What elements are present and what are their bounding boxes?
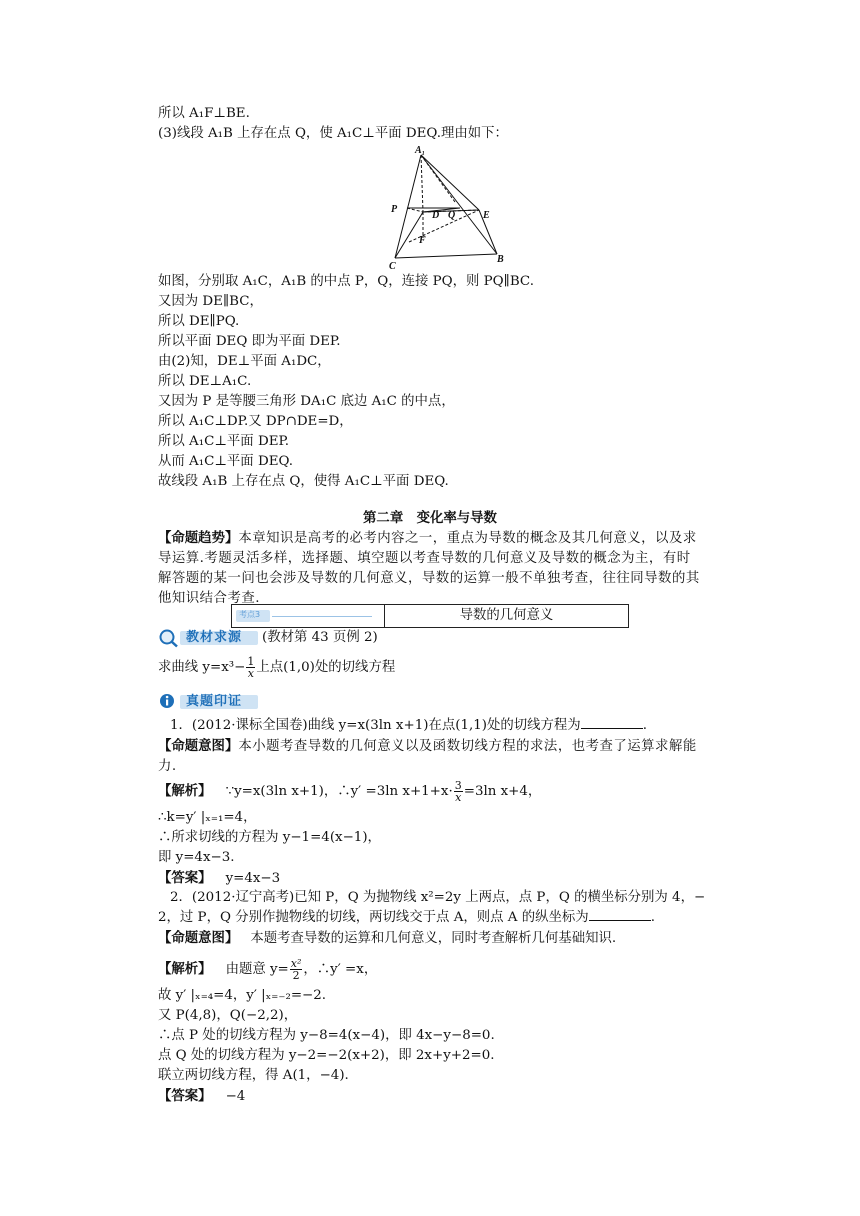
label-q: Q <box>448 210 456 221</box>
topic-header <box>231 604 629 628</box>
frac-num: 1 <box>247 655 255 668</box>
q2-fraction <box>290 958 303 981</box>
q2-answer-value: −4 <box>225 1089 246 1104</box>
real-exam-badge <box>158 692 258 712</box>
real-exam-label: 真题印证 <box>186 694 243 709</box>
q2-intent-label: 【命题意图】 <box>158 930 239 946</box>
proof-step-4: 所以平面 DEQ 即为平面 DEP. <box>158 334 341 349</box>
q2-analysis-pre: 由题意 y= <box>225 962 289 977</box>
proof-step-6: 所以 DE⊥A₁C. <box>158 374 252 389</box>
q1-frac-den: x <box>455 791 462 804</box>
frac-den: x <box>247 667 254 680</box>
q2-stem-line-1: 2．(2012·辽宁高考)已知 P，Q 为抛物线 x²=2y 上两点，点 P，Q 的横坐标分别为 4，− <box>170 890 706 905</box>
topic-title: 导数的几何意义 <box>459 608 554 623</box>
q2-analysis-label: 【解析】 <box>158 961 212 977</box>
label-d: D <box>432 210 440 221</box>
q2-answer-label: 【答案】 <box>158 1088 212 1104</box>
topic-tag-cell <box>232 605 385 627</box>
chapter-title: 第二章 变化率与导数 <box>363 510 497 526</box>
q1-frac-num: 3 <box>454 779 462 792</box>
proof-step-10: 从而 A₁C⊥平面 DEQ. <box>158 454 294 469</box>
q2-frac-den: 2 <box>292 969 300 982</box>
q2-analysis <box>158 958 377 981</box>
label-f: F <box>419 235 426 246</box>
q2-step-1: 故 y′ |ₓ₌₄=4，y′ |ₓ₌₋₂=−2. <box>158 988 327 1003</box>
q2-intent <box>158 928 616 949</box>
trend-paragraph <box>158 528 702 609</box>
q1-stem-text: 1．(2012·课标全国卷)曲线 y=x(3ln x+1)在点(1,1)处的切线方程为 <box>170 718 581 733</box>
label-a1: A₁ <box>415 145 426 156</box>
proof-step-9: 所以 A₁C⊥平面 DEP. <box>158 434 290 449</box>
q2-frac-num: x² <box>290 957 302 970</box>
pyramid-figure <box>385 142 515 270</box>
proof-step-2: 又因为 DE∥BC， <box>158 294 263 309</box>
q1-answer-label: 【答案】 <box>158 870 212 886</box>
q2-step-5: 联立两切线方程，得 A(1，−4). <box>158 1068 349 1083</box>
textbook-source-badge <box>158 628 258 648</box>
q2-stem-text: 2，过 P，Q 分别作抛物线的切线，两切线交于点 A，则点 A 的纵坐标为 <box>158 910 589 925</box>
label-c: C <box>389 261 396 270</box>
q1-step-1: ∴k=y′ |ₓ₌₁=4， <box>158 810 257 825</box>
textbook-source-label: 教材求源 <box>186 630 243 645</box>
q1-fraction <box>454 780 463 803</box>
problem-pre: 求曲线 y=x³− <box>158 660 246 675</box>
q2-answer <box>158 1086 245 1107</box>
proof-step-8: 所以 A₁C⊥DP.又 DP∩DE=D， <box>158 414 353 429</box>
proof-step-5: 由(2)知，DE⊥平面 A₁DC， <box>158 354 331 369</box>
q1-stem-end: . <box>642 718 647 733</box>
info-icon <box>158 692 180 712</box>
q2-step-2: 又 P(4,8)，Q(−2,2)， <box>158 1008 298 1023</box>
trend-text: 本章知识是高考的必考内容之一，重点为导数的概念及其几何意义，以及求导运算.考题灵活多样，选择题、填空题以考查导数的几何意义及导数的概念为主，有时解答题的某一问也会涉及导数的几何意义，导数的运算一般不单独考查，往往同导数的其他知识结合考查. <box>158 531 700 606</box>
problem-post: 上点(1,0)处的切线方程 <box>256 660 396 675</box>
textbook-ref: (教材第 43 页例 2) <box>262 630 378 645</box>
q2-blank <box>589 908 651 921</box>
proof-step-7: 又因为 P 是等腰三角形 DA₁C 底边 A₁C 的中点， <box>158 394 455 409</box>
label-p: P <box>391 204 398 215</box>
q1-intent-label: 【命题意图】 <box>158 738 239 754</box>
q1-answer <box>158 868 280 889</box>
q1-step-2: ∴所求切线的方程为 y−1=4(x−1)， <box>158 830 381 845</box>
label-e: E <box>483 210 490 221</box>
q1-analysis-pre: ∵y=x(3ln x+1)，∴y′ =3ln x+1+x· <box>225 784 453 799</box>
q1-answer-value: y=4x−3 <box>225 871 281 886</box>
proof-step-3: 所以 DE∥PQ. <box>158 314 240 329</box>
problem-fraction <box>246 656 255 679</box>
q2-step-4: 点 Q 处的切线方程为 y−2=−2(x+2)，即 2x+y+2=0. <box>158 1048 495 1063</box>
q1-analysis <box>158 780 541 803</box>
proof-line-1: 所以 A₁F⊥BE. <box>158 106 250 121</box>
topic-tag-line <box>272 616 372 617</box>
label-b: B <box>497 254 504 265</box>
topic-tag-label: 考点3 <box>239 610 261 619</box>
proof-step-11: 故线段 A₁B 上存在点 Q，使得 A₁C⊥平面 DEQ. <box>158 474 449 489</box>
q1-blank <box>581 716 643 729</box>
q2-stem-end: . <box>650 910 655 925</box>
q2-step-3: ∴点 P 处的切线方程为 y−8=4(x−4)，即 4x−y−8=0. <box>158 1028 495 1043</box>
proof-line-2: (3)线段 A₁B 上存在点 Q，使 A₁C⊥平面 DEQ.理由如下： <box>158 126 508 141</box>
q1-analysis-label: 【解析】 <box>158 783 212 799</box>
q1-intent <box>158 736 702 777</box>
q1-analysis-post: =3ln x+4， <box>463 784 542 799</box>
q1-stem <box>170 716 647 736</box>
q2-stem-line-2 <box>158 908 655 928</box>
q2-analysis-post: ，∴y′ =x， <box>303 962 378 977</box>
q1-intent-text: 本小题考查导数的几何意义以及函数切线方程的求法，也考查了运算求解能力. <box>158 739 697 774</box>
proof-step-1: 如图，分别取 A₁C，A₁B 的中点 P，Q，连接 PQ，则 PQ∥BC. <box>158 274 534 289</box>
textbook-problem <box>158 656 395 679</box>
q2-intent-text: 本题考查导数的运算和几何意义，同时考查解析几何基础知识. <box>250 931 617 946</box>
q1-step-3: 即 y=4x−3. <box>158 850 235 865</box>
magnifier-icon <box>158 628 180 648</box>
trend-label: 【命题趋势】 <box>158 530 239 546</box>
